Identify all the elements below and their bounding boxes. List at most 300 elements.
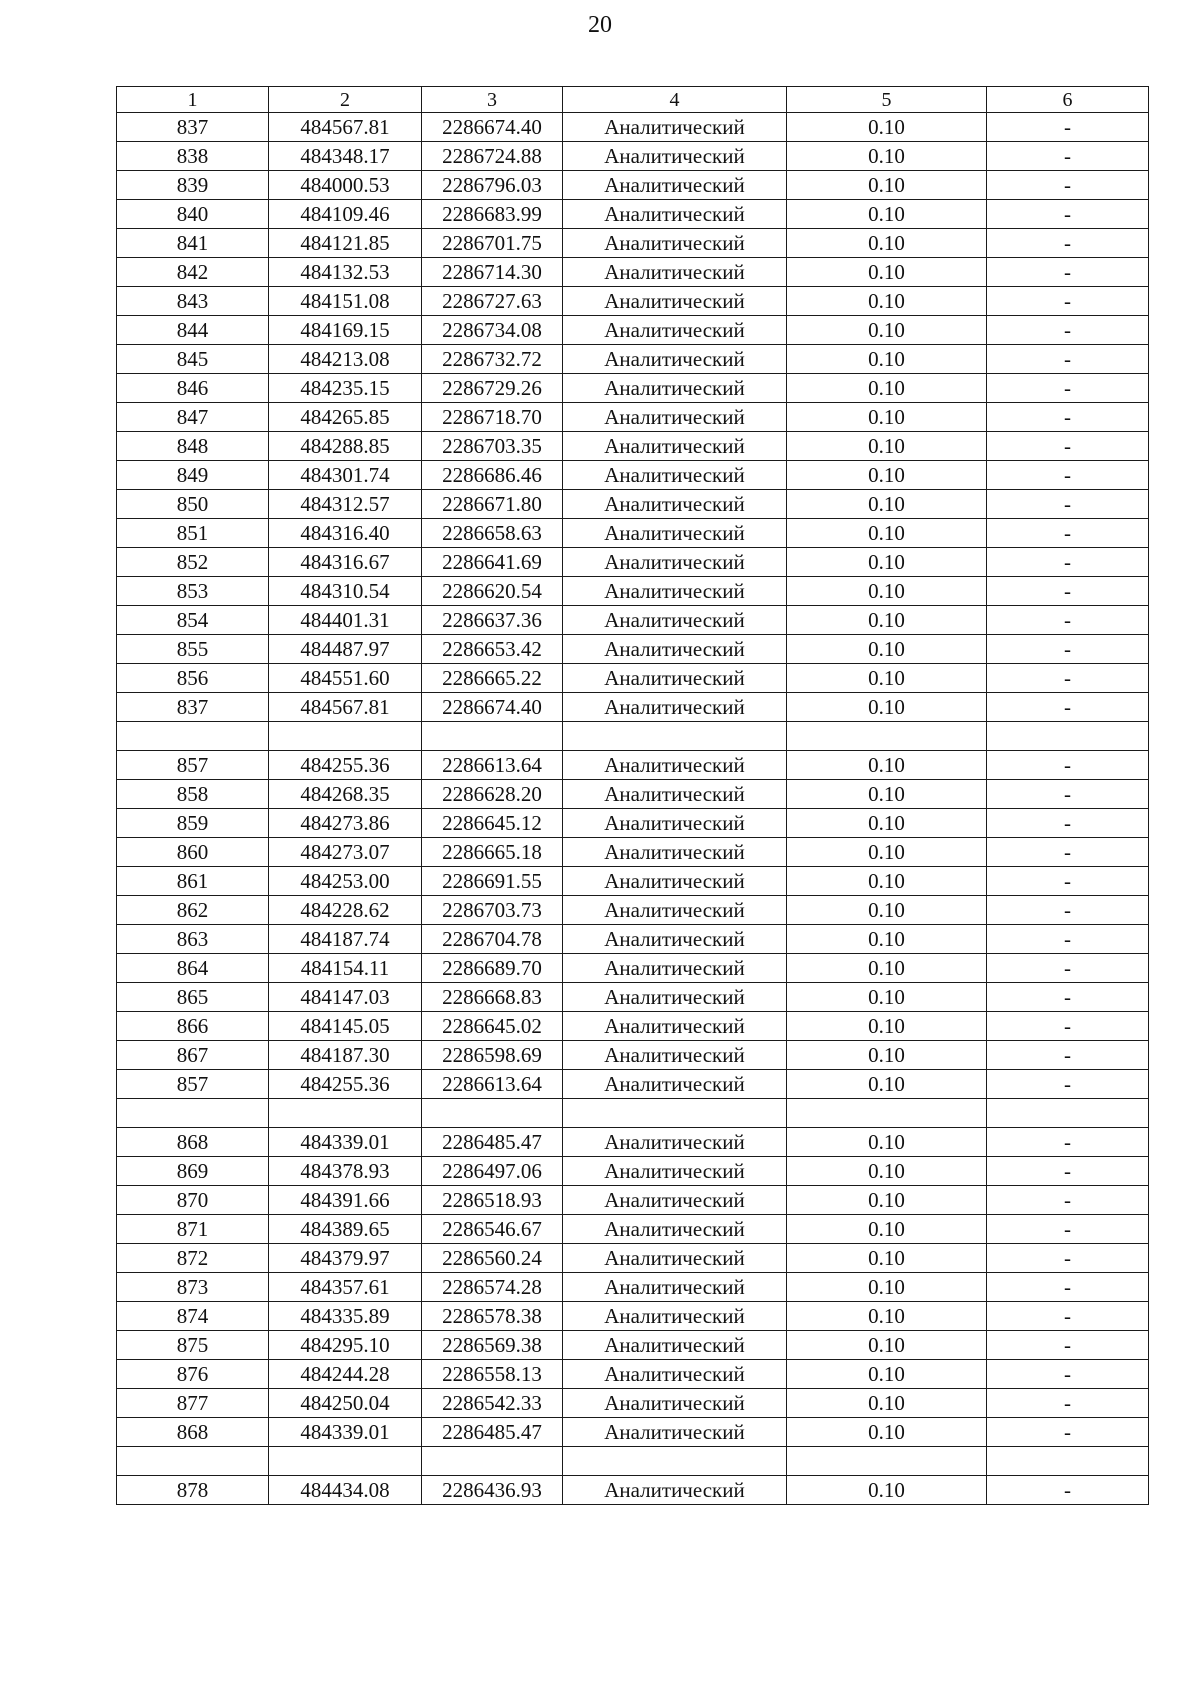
x-coordinate-cell: 484151.08: [269, 287, 422, 316]
method-cell: Аналитический: [563, 287, 787, 316]
note-cell: -: [987, 867, 1149, 896]
note-cell: [987, 1099, 1149, 1128]
accuracy-cell: 0.10: [787, 1128, 987, 1157]
y-coordinate-cell: 2286671.80: [422, 490, 563, 519]
point-number-cell: 856: [117, 664, 269, 693]
x-coordinate-cell: 484000.53: [269, 171, 422, 200]
note-cell: -: [987, 1331, 1149, 1360]
accuracy-cell: 0.10: [787, 1476, 987, 1505]
point-number-cell: 857: [117, 751, 269, 780]
point-number-cell: 865: [117, 983, 269, 1012]
note-cell: -: [987, 896, 1149, 925]
method-cell: Аналитический: [563, 1418, 787, 1447]
method-cell: Аналитический: [563, 171, 787, 200]
point-number-cell: 858: [117, 780, 269, 809]
accuracy-cell: 0.10: [787, 1012, 987, 1041]
point-number-cell: 878: [117, 1476, 269, 1505]
accuracy-cell: 0.10: [787, 1186, 987, 1215]
method-cell: Аналитический: [563, 519, 787, 548]
table-row: [117, 374, 1149, 403]
point-number-cell: 871: [117, 1215, 269, 1244]
note-cell: -: [987, 345, 1149, 374]
x-coordinate-cell: 484288.85: [269, 432, 422, 461]
y-coordinate-cell: 2286674.40: [422, 113, 563, 142]
note-cell: -: [987, 809, 1149, 838]
accuracy-cell: [787, 1099, 987, 1128]
x-coordinate-cell: 484255.36: [269, 1070, 422, 1099]
table-row: [117, 142, 1149, 171]
y-coordinate-cell: 2286665.18: [422, 838, 563, 867]
method-cell: Аналитический: [563, 1331, 787, 1360]
x-coordinate-cell: 484312.57: [269, 490, 422, 519]
y-coordinate-cell: 2286665.22: [422, 664, 563, 693]
table-row: [117, 113, 1149, 142]
point-number-cell: 875: [117, 1331, 269, 1360]
method-cell: Аналитический: [563, 1128, 787, 1157]
point-number-cell: 874: [117, 1302, 269, 1331]
table-row: [117, 345, 1149, 374]
method-cell: Аналитический: [563, 577, 787, 606]
y-coordinate-cell: 2286620.54: [422, 577, 563, 606]
point-number-cell: 837: [117, 113, 269, 142]
y-coordinate-cell: 2286485.47: [422, 1128, 563, 1157]
accuracy-cell: 0.10: [787, 983, 987, 1012]
method-cell: [563, 1447, 787, 1476]
method-cell: Аналитический: [563, 1244, 787, 1273]
method-cell: Аналитический: [563, 693, 787, 722]
method-cell: Аналитический: [563, 1215, 787, 1244]
method-cell: Аналитический: [563, 113, 787, 142]
method-cell: Аналитический: [563, 896, 787, 925]
y-coordinate-cell: 2286645.02: [422, 1012, 563, 1041]
table-row: [117, 896, 1149, 925]
accuracy-cell: [787, 1447, 987, 1476]
table-row: [117, 403, 1149, 432]
point-number-cell: 848: [117, 432, 269, 461]
x-coordinate-cell: 484310.54: [269, 577, 422, 606]
note-cell: -: [987, 983, 1149, 1012]
method-cell: Аналитический: [563, 1302, 787, 1331]
note-cell: -: [987, 577, 1149, 606]
coordinates-table: [116, 86, 1149, 1505]
table-row: [117, 809, 1149, 838]
column-header-3: 3: [422, 87, 563, 113]
x-coordinate-cell: 484273.07: [269, 838, 422, 867]
method-cell: Аналитический: [563, 838, 787, 867]
accuracy-cell: 0.10: [787, 1360, 987, 1389]
method-cell: Аналитический: [563, 1041, 787, 1070]
table-row: [117, 867, 1149, 896]
note-cell: -: [987, 1128, 1149, 1157]
table-body: [117, 113, 1149, 1505]
method-cell: Аналитический: [563, 751, 787, 780]
method-cell: Аналитический: [563, 461, 787, 490]
note-cell: -: [987, 403, 1149, 432]
accuracy-cell: 0.10: [787, 925, 987, 954]
accuracy-cell: [787, 722, 987, 751]
accuracy-cell: 0.10: [787, 113, 987, 142]
note-cell: -: [987, 258, 1149, 287]
point-number-cell: 851: [117, 519, 269, 548]
point-number-cell: 876: [117, 1360, 269, 1389]
x-coordinate-cell: 484567.81: [269, 693, 422, 722]
point-number-cell: 842: [117, 258, 269, 287]
y-coordinate-cell: 2286729.26: [422, 374, 563, 403]
accuracy-cell: 0.10: [787, 1389, 987, 1418]
accuracy-cell: 0.10: [787, 432, 987, 461]
accuracy-cell: 0.10: [787, 229, 987, 258]
table-row: [117, 200, 1149, 229]
point-number-cell: 861: [117, 867, 269, 896]
y-coordinate-cell: 2286560.24: [422, 1244, 563, 1273]
table-row: [117, 258, 1149, 287]
x-coordinate-cell: 484147.03: [269, 983, 422, 1012]
accuracy-cell: 0.10: [787, 345, 987, 374]
method-cell: Аналитический: [563, 983, 787, 1012]
accuracy-cell: 0.10: [787, 664, 987, 693]
point-number-cell: 859: [117, 809, 269, 838]
table-row: [117, 1157, 1149, 1186]
point-number-cell: [117, 1447, 269, 1476]
table-row: [117, 432, 1149, 461]
accuracy-cell: 0.10: [787, 780, 987, 809]
y-coordinate-cell: 2286691.55: [422, 867, 563, 896]
table-row: [117, 693, 1149, 722]
x-coordinate-cell: 484339.01: [269, 1418, 422, 1447]
x-coordinate-cell: 484268.35: [269, 780, 422, 809]
accuracy-cell: 0.10: [787, 809, 987, 838]
point-number-cell: 849: [117, 461, 269, 490]
accuracy-cell: 0.10: [787, 548, 987, 577]
y-coordinate-cell: 2286485.47: [422, 1418, 563, 1447]
table-row: [117, 1070, 1149, 1099]
accuracy-cell: 0.10: [787, 461, 987, 490]
method-cell: Аналитический: [563, 142, 787, 171]
method-cell: Аналитический: [563, 1389, 787, 1418]
method-cell: Аналитический: [563, 1273, 787, 1302]
note-cell: -: [987, 1070, 1149, 1099]
point-number-cell: 868: [117, 1418, 269, 1447]
note-cell: -: [987, 1012, 1149, 1041]
method-cell: Аналитический: [563, 229, 787, 258]
point-number-cell: 843: [117, 287, 269, 316]
note-cell: -: [987, 1215, 1149, 1244]
table-row: [117, 171, 1149, 200]
y-coordinate-cell: 2286546.67: [422, 1215, 563, 1244]
table-row: [117, 229, 1149, 258]
column-header-5: 5: [787, 87, 987, 113]
note-cell: -: [987, 635, 1149, 664]
accuracy-cell: 0.10: [787, 1331, 987, 1360]
table-row: [117, 1476, 1149, 1505]
method-cell: Аналитический: [563, 403, 787, 432]
y-coordinate-cell: [422, 1099, 563, 1128]
note-cell: -: [987, 548, 1149, 577]
x-coordinate-cell: 484265.85: [269, 403, 422, 432]
note-cell: -: [987, 954, 1149, 983]
table-row: [117, 1244, 1149, 1273]
x-coordinate-cell: [269, 722, 422, 751]
table-row: [117, 606, 1149, 635]
column-header-4: 4: [563, 87, 787, 113]
x-coordinate-cell: 484187.74: [269, 925, 422, 954]
y-coordinate-cell: 2286724.88: [422, 142, 563, 171]
y-coordinate-cell: 2286542.33: [422, 1389, 563, 1418]
note-cell: -: [987, 751, 1149, 780]
y-coordinate-cell: 2286734.08: [422, 316, 563, 345]
note-cell: -: [987, 229, 1149, 258]
table-row: [117, 751, 1149, 780]
point-number-cell: 864: [117, 954, 269, 983]
accuracy-cell: 0.10: [787, 490, 987, 519]
accuracy-cell: 0.10: [787, 200, 987, 229]
accuracy-cell: 0.10: [787, 142, 987, 171]
point-number-cell: 868: [117, 1128, 269, 1157]
x-coordinate-cell: 484389.65: [269, 1215, 422, 1244]
table-row: [117, 1012, 1149, 1041]
y-coordinate-cell: 2286574.28: [422, 1273, 563, 1302]
note-cell: -: [987, 1418, 1149, 1447]
method-cell: Аналитический: [563, 258, 787, 287]
y-coordinate-cell: 2286683.99: [422, 200, 563, 229]
note-cell: -: [987, 925, 1149, 954]
y-coordinate-cell: 2286668.83: [422, 983, 563, 1012]
method-cell: Аналитический: [563, 548, 787, 577]
y-coordinate-cell: 2286701.75: [422, 229, 563, 258]
accuracy-cell: 0.10: [787, 374, 987, 403]
x-coordinate-cell: 484316.40: [269, 519, 422, 548]
y-coordinate-cell: 2286598.69: [422, 1041, 563, 1070]
x-coordinate-cell: 484301.74: [269, 461, 422, 490]
column-header-6: 6: [987, 87, 1149, 113]
point-number-cell: 873: [117, 1273, 269, 1302]
x-coordinate-cell: 484295.10: [269, 1331, 422, 1360]
point-number-cell: 841: [117, 229, 269, 258]
point-number-cell: 869: [117, 1157, 269, 1186]
point-number-cell: 867: [117, 1041, 269, 1070]
x-coordinate-cell: 484187.30: [269, 1041, 422, 1070]
note-cell: -: [987, 200, 1149, 229]
x-coordinate-cell: 484109.46: [269, 200, 422, 229]
note-cell: -: [987, 693, 1149, 722]
point-number-cell: 855: [117, 635, 269, 664]
accuracy-cell: 0.10: [787, 1273, 987, 1302]
point-number-cell: 845: [117, 345, 269, 374]
point-number-cell: 844: [117, 316, 269, 345]
accuracy-cell: 0.10: [787, 1302, 987, 1331]
y-coordinate-cell: 2286732.72: [422, 345, 563, 374]
method-cell: Аналитический: [563, 345, 787, 374]
method-cell: Аналитический: [563, 954, 787, 983]
note-cell: -: [987, 1157, 1149, 1186]
x-coordinate-cell: 484379.97: [269, 1244, 422, 1273]
method-cell: Аналитический: [563, 1012, 787, 1041]
column-header-1: 1: [117, 87, 269, 113]
x-coordinate-cell: 484567.81: [269, 113, 422, 142]
point-number-cell: 866: [117, 1012, 269, 1041]
accuracy-cell: 0.10: [787, 171, 987, 200]
note-cell: -: [987, 519, 1149, 548]
table-row: [117, 780, 1149, 809]
x-coordinate-cell: 484335.89: [269, 1302, 422, 1331]
method-cell: Аналитический: [563, 432, 787, 461]
accuracy-cell: 0.10: [787, 519, 987, 548]
y-coordinate-cell: 2286686.46: [422, 461, 563, 490]
method-cell: Аналитический: [563, 490, 787, 519]
method-cell: Аналитический: [563, 1476, 787, 1505]
method-cell: Аналитический: [563, 925, 787, 954]
table-row: [117, 1128, 1149, 1157]
note-cell: -: [987, 432, 1149, 461]
x-coordinate-cell: 484401.31: [269, 606, 422, 635]
point-number-cell: 872: [117, 1244, 269, 1273]
table-row: [117, 1186, 1149, 1215]
accuracy-cell: 0.10: [787, 577, 987, 606]
method-cell: Аналитический: [563, 1360, 787, 1389]
y-coordinate-cell: 2286497.06: [422, 1157, 563, 1186]
y-coordinate-cell: [422, 722, 563, 751]
x-coordinate-cell: 484348.17: [269, 142, 422, 171]
x-coordinate-cell: 484551.60: [269, 664, 422, 693]
x-coordinate-cell: 484316.67: [269, 548, 422, 577]
note-cell: -: [987, 780, 1149, 809]
accuracy-cell: 0.10: [787, 606, 987, 635]
y-coordinate-cell: 2286645.12: [422, 809, 563, 838]
method-cell: Аналитический: [563, 1070, 787, 1099]
y-coordinate-cell: 2286613.64: [422, 1070, 563, 1099]
x-coordinate-cell: 484250.04: [269, 1389, 422, 1418]
table-row: [117, 519, 1149, 548]
accuracy-cell: 0.10: [787, 896, 987, 925]
y-coordinate-cell: 2286558.13: [422, 1360, 563, 1389]
note-cell: -: [987, 1476, 1149, 1505]
note-cell: -: [987, 316, 1149, 345]
note-cell: -: [987, 171, 1149, 200]
table-row: [117, 1041, 1149, 1070]
header-row: [117, 87, 1149, 113]
x-coordinate-cell: 484253.00: [269, 867, 422, 896]
table-row: [117, 1331, 1149, 1360]
table-row: [117, 954, 1149, 983]
note-cell: -: [987, 1041, 1149, 1070]
x-coordinate-cell: [269, 1099, 422, 1128]
point-number-cell: 852: [117, 548, 269, 577]
x-coordinate-cell: 484255.36: [269, 751, 422, 780]
x-coordinate-cell: 484391.66: [269, 1186, 422, 1215]
note-cell: -: [987, 1360, 1149, 1389]
accuracy-cell: 0.10: [787, 1157, 987, 1186]
point-number-cell: 863: [117, 925, 269, 954]
table-row: [117, 548, 1149, 577]
x-coordinate-cell: 484132.53: [269, 258, 422, 287]
accuracy-cell: 0.10: [787, 751, 987, 780]
point-number-cell: 847: [117, 403, 269, 432]
y-coordinate-cell: 2286718.70: [422, 403, 563, 432]
note-cell: -: [987, 461, 1149, 490]
point-number-cell: 837: [117, 693, 269, 722]
method-cell: Аналитический: [563, 1186, 787, 1215]
y-coordinate-cell: 2286518.93: [422, 1186, 563, 1215]
x-coordinate-cell: 484434.08: [269, 1476, 422, 1505]
note-cell: [987, 1447, 1149, 1476]
method-cell: Аналитический: [563, 809, 787, 838]
table-row: [117, 287, 1149, 316]
accuracy-cell: 0.10: [787, 1041, 987, 1070]
note-cell: -: [987, 606, 1149, 635]
table-row: [117, 577, 1149, 606]
y-coordinate-cell: 2286637.36: [422, 606, 563, 635]
point-number-cell: 840: [117, 200, 269, 229]
point-number-cell: 860: [117, 838, 269, 867]
x-coordinate-cell: 484244.28: [269, 1360, 422, 1389]
y-coordinate-cell: 2286613.64: [422, 751, 563, 780]
table-row: [117, 664, 1149, 693]
y-coordinate-cell: 2286714.30: [422, 258, 563, 287]
method-cell: [563, 1099, 787, 1128]
note-cell: -: [987, 664, 1149, 693]
y-coordinate-cell: 2286703.35: [422, 432, 563, 461]
x-coordinate-cell: [269, 1447, 422, 1476]
table-row: [117, 1302, 1149, 1331]
x-coordinate-cell: 484487.97: [269, 635, 422, 664]
note-cell: -: [987, 287, 1149, 316]
point-number-cell: 850: [117, 490, 269, 519]
method-cell: Аналитический: [563, 664, 787, 693]
note-cell: -: [987, 142, 1149, 171]
table-row: [117, 490, 1149, 519]
point-number-cell: 877: [117, 1389, 269, 1418]
y-coordinate-cell: 2286704.78: [422, 925, 563, 954]
x-coordinate-cell: 484339.01: [269, 1128, 422, 1157]
note-cell: -: [987, 1244, 1149, 1273]
point-number-cell: 870: [117, 1186, 269, 1215]
table-row: [117, 838, 1149, 867]
x-coordinate-cell: 484169.15: [269, 316, 422, 345]
y-coordinate-cell: 2286436.93: [422, 1476, 563, 1505]
table-row: [117, 1389, 1149, 1418]
accuracy-cell: 0.10: [787, 1070, 987, 1099]
accuracy-cell: 0.10: [787, 258, 987, 287]
point-number-cell: 846: [117, 374, 269, 403]
note-cell: -: [987, 490, 1149, 519]
method-cell: Аналитический: [563, 1157, 787, 1186]
accuracy-cell: 0.10: [787, 403, 987, 432]
y-coordinate-cell: 2286578.38: [422, 1302, 563, 1331]
point-number-cell: 839: [117, 171, 269, 200]
note-cell: -: [987, 374, 1149, 403]
page-number: 20: [588, 12, 612, 38]
y-coordinate-cell: 2286653.42: [422, 635, 563, 664]
table-row: [117, 1215, 1149, 1244]
method-cell: Аналитический: [563, 635, 787, 664]
y-coordinate-cell: 2286658.63: [422, 519, 563, 548]
y-coordinate-cell: 2286628.20: [422, 780, 563, 809]
accuracy-cell: 0.10: [787, 954, 987, 983]
x-coordinate-cell: 484378.93: [269, 1157, 422, 1186]
x-coordinate-cell: 484145.05: [269, 1012, 422, 1041]
table-row: [117, 316, 1149, 345]
method-cell: [563, 722, 787, 751]
accuracy-cell: 0.10: [787, 1418, 987, 1447]
table-row: [117, 461, 1149, 490]
note-cell: -: [987, 1273, 1149, 1302]
method-cell: Аналитический: [563, 316, 787, 345]
table-row: [117, 1418, 1149, 1447]
note-cell: -: [987, 1302, 1149, 1331]
accuracy-cell: 0.10: [787, 838, 987, 867]
accuracy-cell: 0.10: [787, 287, 987, 316]
x-coordinate-cell: 484357.61: [269, 1273, 422, 1302]
